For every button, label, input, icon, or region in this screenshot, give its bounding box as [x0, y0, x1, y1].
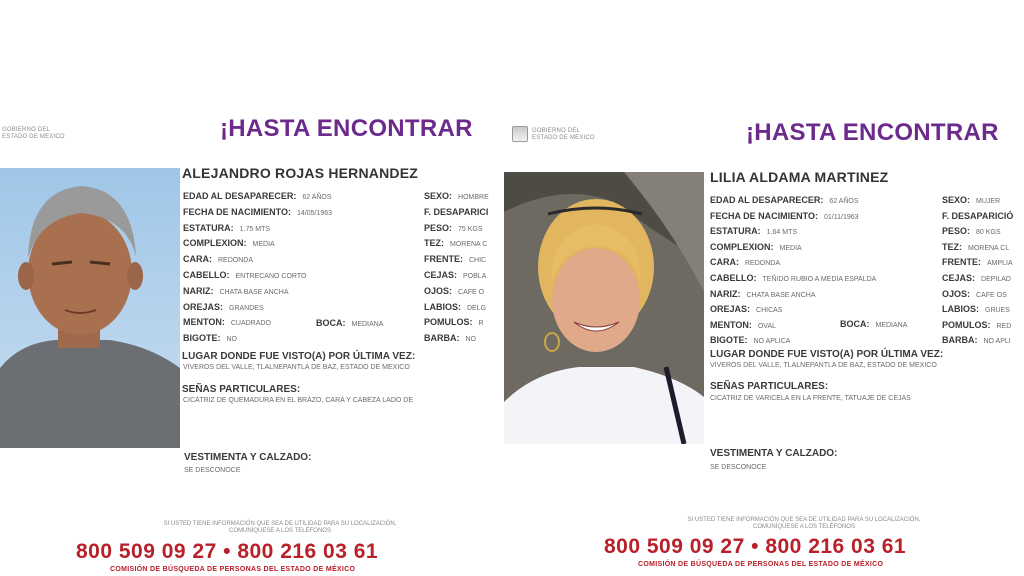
descriptor-field — [183, 207, 332, 219]
clothing-label: VESTIMENTA Y CALZADO: — [710, 448, 838, 459]
last-seen-value: VIVEROS DEL VALLE, TLALNEPANTLA DE BAZ, ESTADO DE MEXICO — [710, 362, 937, 369]
field-value: CHATA BASE ANCHA — [746, 291, 816, 299]
field-label: PESO: — [942, 226, 971, 237]
field-value: TEÑIDO RUBIO A MEDIA ESPALDA — [762, 276, 877, 283]
field-label: FECHA DE NACIMIENTO: — [183, 206, 291, 217]
field-label: SEXO: — [424, 191, 453, 201]
descriptor-field — [710, 242, 802, 254]
descriptor-field-right — [424, 223, 483, 235]
field-label: EDAD AL DESAPARECER: — [183, 191, 297, 201]
field-label: CEJAS: — [424, 270, 458, 280]
descriptor-field-right — [942, 273, 1011, 285]
field-value: CHIC — [469, 257, 487, 265]
field-label: OJOS: — [942, 288, 971, 299]
field-label: MENTON: — [710, 319, 752, 330]
descriptor-field — [183, 302, 264, 314]
descriptor-field-right — [424, 254, 486, 266]
field-label: FRENTE: — [942, 257, 981, 268]
field-label: SEXO: — [942, 195, 971, 205]
field-value: ENTRECANO CORTO — [235, 273, 307, 280]
particular-marks-value: CICATRIZ DE QUEMADURA EN EL BRAZO, CARA Y CABEZA LADO DE — [183, 397, 414, 404]
descriptor-field-right — [942, 211, 1019, 223]
field-label: F. DESAPARICIÓ — [942, 210, 1014, 221]
field-label: FRENTE: — [424, 254, 463, 265]
field-value: CAFE O — [458, 288, 485, 296]
field-label: CARA: — [183, 254, 212, 265]
descriptor-field-right — [424, 286, 484, 298]
field-value: 80 KGS — [976, 229, 1001, 237]
field-value: MEDIA — [779, 244, 802, 252]
headline: ¡HASTA ENCONTRAR — [746, 119, 999, 146]
field-label: TEZ: — [424, 238, 444, 249]
field-value: 75 KGS — [458, 225, 483, 233]
field-label: FECHA DE NACIMIENTO: — [710, 210, 818, 221]
field-label: BARBA: — [942, 335, 978, 346]
field-value: GRANDES — [229, 304, 264, 312]
field-label: POMULOS: — [942, 319, 991, 330]
field-label: NARIZ: — [710, 288, 741, 299]
field-value: REDONDA — [218, 257, 254, 265]
descriptor-field — [710, 226, 797, 238]
field-label: COMPLEXION: — [710, 241, 774, 252]
descriptor-field-right — [424, 302, 486, 314]
field-value: NO — [226, 336, 237, 344]
descriptor-field-right — [424, 191, 489, 203]
missing-person-poster-right — [504, 0, 1024, 576]
mouth-field: BOCA: MEDIANA — [840, 319, 908, 329]
field-value: GRUES — [985, 307, 1010, 315]
field-label: CEJAS: — [942, 273, 976, 283]
particular-marks-label: SEÑAS PARTICULARES: — [182, 384, 301, 395]
last-seen-value: VIVEROS DEL VALLE, TLALNEPANTLA DE BAZ, ESTADO DE MEXICO — [183, 364, 410, 371]
field-label: EDAD AL DESAPARECER: — [710, 195, 824, 205]
field-label: TEZ: — [942, 241, 962, 252]
descriptor-field-right — [942, 335, 1011, 347]
field-label: LABIOS: — [942, 304, 979, 315]
descriptor-field — [710, 257, 780, 269]
clothing-value: SE DESCONOCE — [184, 467, 241, 474]
descriptor-field — [710, 273, 876, 285]
field-value: DEPILAD — [981, 276, 1011, 283]
descriptor-field-right — [942, 226, 1001, 238]
field-label: PESO: — [424, 222, 453, 233]
agency-logo-text: GOBIERNO DEL ESTADO DE MEXICO — [532, 128, 595, 141]
clothing-label: VESTIMENTA Y CALZADO: — [184, 452, 312, 463]
particular-marks-label: SEÑAS PARTICULARES: — [710, 381, 829, 392]
descriptor-field-right — [424, 317, 484, 329]
commission-name: COMISIÓN DE BÚSQUEDA DE PERSONAS DEL ESTADO DE MÉXICO — [110, 566, 356, 573]
descriptor-field — [710, 304, 782, 316]
field-value: MORENA CL — [968, 244, 1010, 252]
field-value: CHATA BASE ANCHA — [219, 288, 289, 296]
field-label: CABELLO: — [710, 273, 757, 283]
field-label: COMPLEXION: — [183, 238, 247, 249]
descriptor-field — [183, 270, 306, 282]
particular-marks-value: CICATRIZ DE VARICELA EN LA FRENTE, TATUAJE DE CEJAS — [710, 395, 911, 402]
field-label: CABELLO: — [183, 270, 230, 280]
field-value: CAFE OS — [976, 291, 1007, 299]
field-value: CUADRADO — [230, 320, 271, 328]
field-label: OJOS: — [424, 285, 453, 296]
hotline-numbers: 800 509 09 27 • 800 216 03 61 — [76, 540, 379, 563]
info-footnote: SI USTED TIENE INFORMACIÓN QUE SEA DE UTILIDAD PARA SU LOCALIZACIÓN, COMUNÍQUESE A LOS TELÉFONOS — [163, 521, 397, 534]
descriptor-field — [710, 195, 859, 207]
field-label: ESTATURA: — [183, 222, 234, 233]
descriptor-field — [183, 238, 275, 250]
person-name: LILIA ALDAMA MARTINEZ — [710, 169, 889, 185]
descriptor-field — [183, 333, 237, 345]
person-name: ALEJANDRO ROJAS HERNANDEZ — [182, 165, 419, 181]
field-label: BIGOTE: — [710, 335, 748, 346]
hotline-numbers: 800 509 09 27 • 800 216 03 61 — [604, 535, 907, 558]
field-label: OREJAS: — [183, 301, 224, 312]
field-value: 1.75 MTS — [239, 225, 271, 233]
field-label: OREJAS: — [710, 304, 751, 315]
descriptor-field-right — [942, 289, 1007, 301]
field-value: MUJER — [976, 198, 1001, 205]
field-value: 01/11/1963 — [824, 213, 859, 221]
field-value: NO APLI — [983, 338, 1011, 346]
field-value: DELG — [467, 304, 487, 312]
field-value: RED — [996, 322, 1012, 330]
field-label: NARIZ: — [183, 285, 214, 296]
last-seen-label: LUGAR DONDE FUE VISTO(A) POR ÚLTIMA VEZ: — [710, 349, 944, 360]
field-value: HOMBRE — [458, 194, 489, 201]
descriptor-field — [183, 286, 288, 298]
person-photo — [0, 168, 180, 448]
descriptor-field — [710, 289, 815, 301]
field-value: 62 AÑOS — [829, 198, 859, 205]
field-label: F. DESAPARICI — [424, 206, 489, 217]
coat-of-arms-icon — [512, 126, 528, 142]
mouth-field: BOCA: MEDIANA — [316, 318, 384, 328]
field-label: POMULOS: — [424, 317, 473, 328]
descriptor-field-right — [424, 207, 494, 219]
field-value: 14/05/1963 — [297, 209, 333, 217]
descriptor-field — [183, 254, 253, 266]
field-label: BIGOTE: — [183, 333, 221, 344]
field-value: R — [478, 320, 484, 328]
agency-logo-text: GOBIERNO DEL ESTADO DE MEXICO — [2, 127, 65, 140]
field-label: LABIOS: — [424, 301, 461, 312]
descriptor-field — [183, 223, 270, 235]
descriptor-field-right — [424, 333, 476, 345]
field-value: 1.64 MTS — [766, 229, 798, 237]
last-seen-label: LUGAR DONDE FUE VISTO(A) POR ÚLTIMA VEZ: — [182, 351, 416, 362]
descriptor-field — [710, 320, 776, 332]
field-value: MORENA C — [450, 241, 488, 249]
descriptor-field — [710, 335, 790, 347]
clothing-value: SE DESCONOCE — [710, 464, 767, 471]
descriptor-field — [710, 211, 859, 223]
descriptor-field — [183, 317, 271, 329]
field-value: NO APLICA — [753, 338, 791, 346]
descriptor-field — [183, 191, 332, 203]
descriptor-field-right — [424, 270, 486, 282]
field-value: OVAL — [757, 322, 776, 330]
field-label: CARA: — [710, 257, 739, 268]
descriptor-field-right — [942, 242, 1009, 254]
descriptor-field-right — [942, 257, 1013, 269]
person-photo — [504, 172, 704, 444]
descriptor-field-right — [942, 304, 1010, 316]
field-value: REDONDA — [745, 260, 781, 268]
headline: ¡HASTA ENCONTRAR — [220, 115, 473, 142]
info-footnote: SI USTED TIENE INFORMACIÓN QUE SEA DE UTILIDAD PARA SU LOCALIZACIÓN, COMUNÍQUESE A LOS TELÉFONOS — [687, 517, 921, 530]
field-label: ESTATURA: — [710, 226, 761, 237]
descriptor-field-right — [942, 320, 1011, 332]
field-value: POBLA — [463, 273, 487, 280]
field-value: MEDIA — [252, 241, 275, 249]
field-value: 62 AÑOS — [302, 194, 332, 201]
field-label: MENTON: — [183, 317, 225, 328]
descriptor-field-right — [942, 195, 1000, 207]
field-value: NO — [465, 336, 476, 344]
descriptor-field-right — [424, 238, 487, 250]
field-value: CHICAS — [756, 307, 783, 315]
field-label: BARBA: — [424, 333, 460, 344]
field-value: AMPLIA — [987, 260, 1013, 268]
commission-name: COMISIÓN DE BÚSQUEDA DE PERSONAS DEL ESTADO DE MÉXICO — [638, 561, 884, 568]
